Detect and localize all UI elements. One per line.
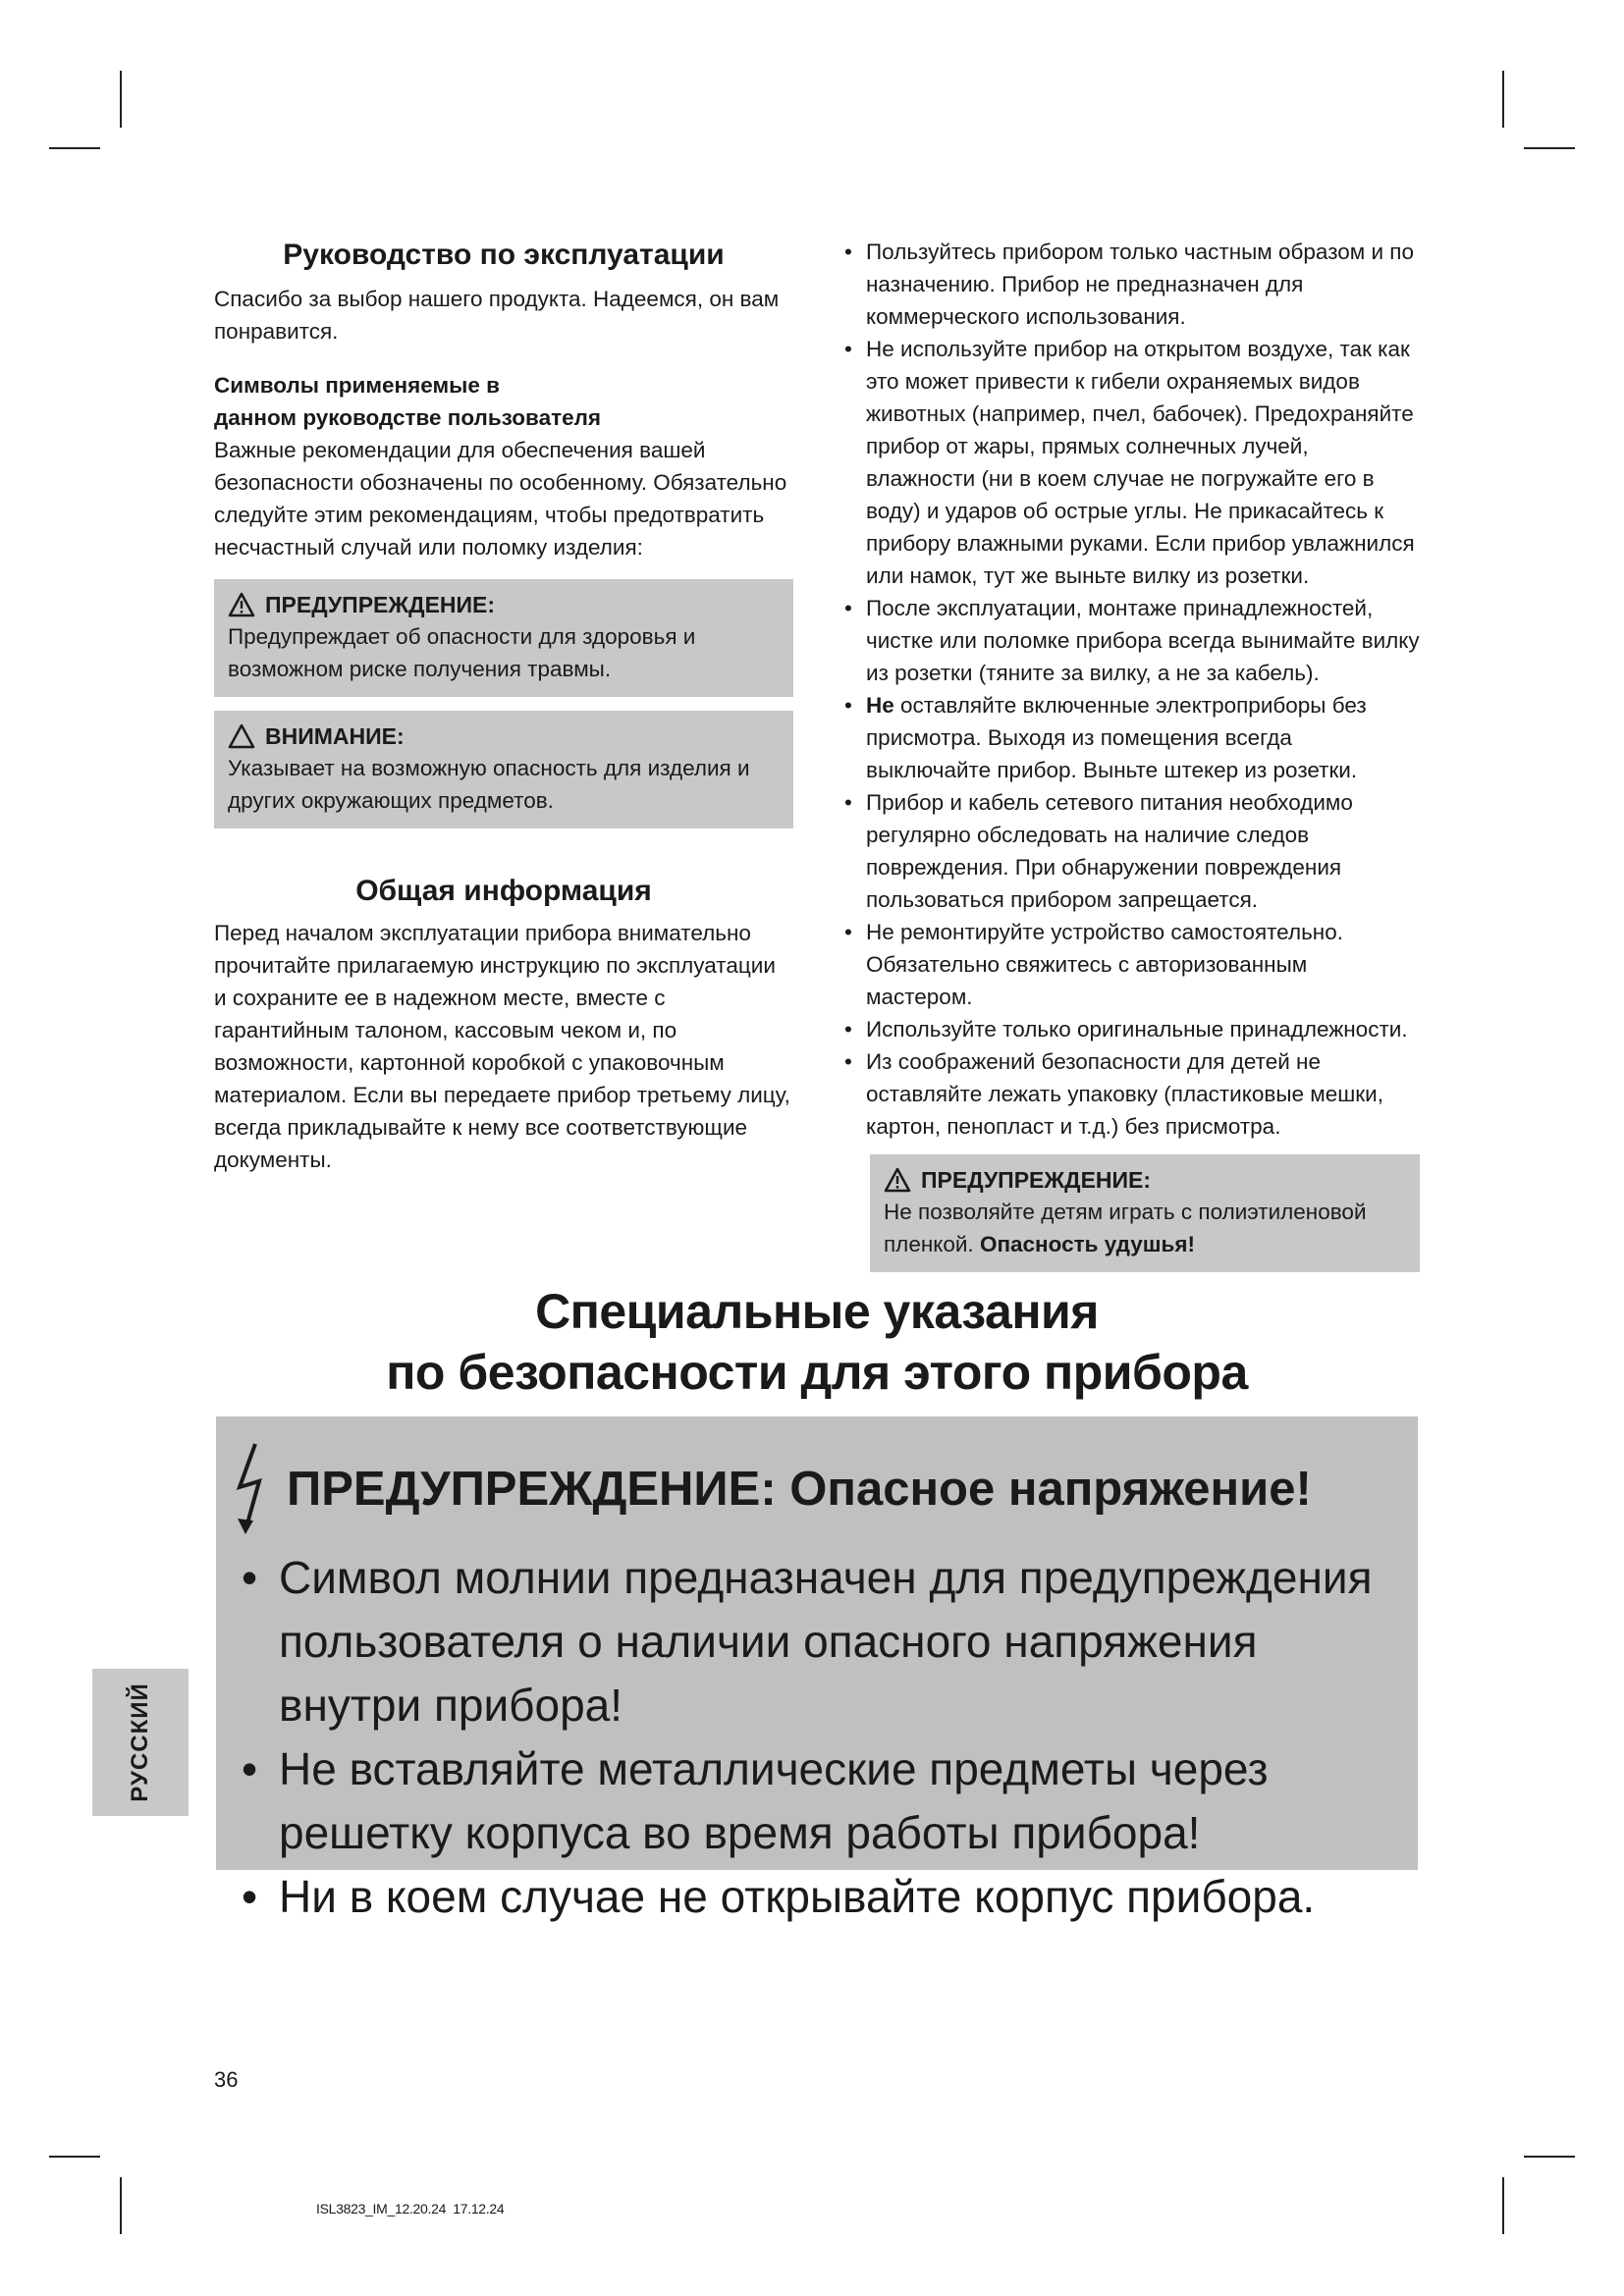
caution-box-title bbox=[228, 721, 780, 752]
crop-mark bbox=[1502, 71, 1504, 128]
crop-mark bbox=[1524, 147, 1575, 149]
crop-mark bbox=[120, 71, 122, 128]
lightning-bolt-icon bbox=[234, 1440, 267, 1538]
children-warning-text bbox=[884, 1196, 1406, 1260]
symbols-heading-line2: данном руководстве пользователя bbox=[214, 405, 602, 430]
bold-word: Не bbox=[866, 693, 894, 718]
list-item: • Ни в коем случае не открывайте корпус прибора. bbox=[230, 1865, 1398, 1929]
children-warning-title-text: ПРЕДУПРЕЖДЕНИЕ: bbox=[921, 1167, 1152, 1193]
caution-box-text: Указывает на возможную опасность для изделия и других окружающих предметов. bbox=[228, 756, 750, 813]
warning-triangle-icon bbox=[228, 592, 255, 617]
list-item: • Пользуйтесь прибором только частным образом и по назначению. Прибор не предназначен для коммерческого использования. bbox=[840, 236, 1420, 333]
symbols-text: Важные рекомендации для обеспечения вашей безопасности обозначены по особенному. Обязательно следуйте этим рекомендациям, чтобы предотвратить несчастный случай или поломку изделия: bbox=[214, 438, 787, 560]
special-safety-title bbox=[214, 1281, 1420, 1403]
safety-bullet-list bbox=[840, 236, 1420, 1143]
special-safety-title-line1: Специальные указания bbox=[535, 1284, 1099, 1339]
choking-hazard-text: Опасность удушья! bbox=[979, 1232, 1195, 1256]
manual-title: Руководство по эксплуатации bbox=[283, 239, 725, 271]
footer-code: ISL3823_IM_12.20.24 17.12.24 bbox=[316, 2201, 505, 2216]
list-item-text: оставляйте включенные электроприборы без присмотра. Выходя из помещения всегда выключайте прибор. Выньте штекер из розетки. bbox=[866, 693, 1367, 782]
crop-mark bbox=[1524, 2156, 1575, 2158]
danger-voltage-box bbox=[216, 1416, 1418, 1922]
danger-title-row bbox=[234, 1440, 1402, 1538]
left-column bbox=[214, 236, 793, 1176]
danger-list bbox=[230, 1546, 1398, 1929]
children-warning-title bbox=[884, 1164, 1406, 1196]
children-warning-box bbox=[870, 1154, 1420, 1272]
caution-box-title-text: ВНИМАНИЕ: bbox=[265, 723, 405, 749]
danger-title: ПРЕДУПРЕЖДЕНИЕ: Опасное напряжение! bbox=[287, 1463, 1312, 1516]
list-item: • Из соображений безопасности для детей не оставляйте лежать упаковку (пластиковые мешки, картон, пенопласт и т.д.) без присмотра. bbox=[840, 1045, 1420, 1143]
children-warning-text-plain: Не позволяйте детям играть с полиэтиленовой пленкой. bbox=[884, 1200, 1367, 1256]
general-info-text: Перед началом эксплуатации прибора внимательно прочитайте прилагаемую инструкцию по эксплуатации и сохраните ее в надежном месте, вместе с гарантийным талоном, кассовым чеком и, по возможности, картонной коробкой с упаковочным материалом. Если вы передаете прибор третьему лицу, всегда прикладывайте к нему все соответствующие документы. bbox=[214, 921, 790, 1172]
language-tab-label: РУССКИЙ bbox=[127, 1682, 153, 1802]
warning-box-title-text: ПРЕДУПРЕЖДЕНИЕ: bbox=[265, 592, 496, 617]
list-item: • Символ молнии предназначен для предупреждения пользователя о наличии опасного напряжения внутри прибора! bbox=[230, 1546, 1398, 1737]
list-item bbox=[840, 689, 1420, 786]
language-tab bbox=[92, 1669, 189, 1816]
warning-triangle-icon bbox=[884, 1167, 911, 1193]
crop-mark bbox=[120, 2177, 122, 2234]
caution-box bbox=[214, 711, 793, 828]
list-item: • Не используйте прибор на открытом воздухе, так как это может привести к гибели охраняемых видов животных (например, пчел, бабочек). Предохраняйте прибор от жары, прямых солнечных лучей, влажности (ни в коем случае не погружайте его в воду) и ударов об острые углы. Не прикасайтесь к прибору влажными руками. Если прибор увлажнился или намок, тут же выньте вилку из розетки. bbox=[840, 333, 1420, 592]
warning-box bbox=[214, 579, 793, 697]
special-safety-title-line2: по безопасности для этого прибора bbox=[386, 1345, 1248, 1400]
list-item: • После эксплуатации, монтаже принадлежностей, чистке или поломке прибора всегда вынимайте вилку из розетки (тяните за вилку, а не за кабель). bbox=[840, 592, 1420, 689]
list-item: • Не ремонтируйте устройство самостоятельно. Обязательно свяжитесь с авторизованным мастером. bbox=[840, 916, 1420, 1013]
intro-text: Спасибо за выбор нашего продукта. Надеемся, он вам понравится. bbox=[214, 287, 780, 344]
list-item: • Не вставляйте металлические предметы через решетку корпуса во время работы прибора! bbox=[230, 1737, 1398, 1865]
general-info-title: Общая информация bbox=[355, 875, 652, 907]
caution-triangle-icon bbox=[228, 723, 255, 749]
symbols-heading bbox=[214, 369, 793, 434]
symbols-heading-line1: Символы применяемые в bbox=[214, 373, 500, 398]
list-item: • Используйте только оригинальные принадлежности. bbox=[840, 1013, 1420, 1045]
crop-mark bbox=[49, 147, 100, 149]
page-number: 36 bbox=[214, 2067, 239, 2092]
crop-mark bbox=[1502, 2177, 1504, 2234]
warning-box-text: Предупреждает об опасности для здоровья и возможном риске получения травмы. bbox=[228, 624, 696, 681]
crop-mark bbox=[49, 2156, 100, 2158]
warning-box-title bbox=[228, 589, 780, 620]
right-column bbox=[840, 236, 1420, 1272]
list-item: • Прибор и кабель сетевого питания необходимо регулярно обследовать на наличие следов повреждения. При обнаружении повреждения пользоваться прибором запрещается. bbox=[840, 786, 1420, 916]
